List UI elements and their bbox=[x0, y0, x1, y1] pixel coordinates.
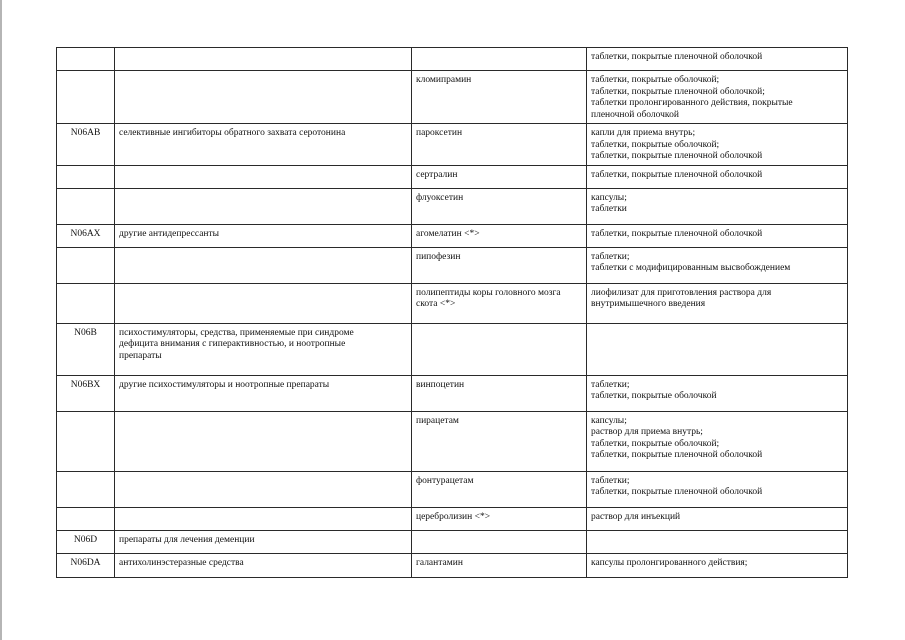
atc-code-cell: N06D bbox=[57, 530, 115, 553]
atc-code-cell bbox=[57, 283, 115, 323]
table-row bbox=[57, 247, 848, 283]
group-name-cell bbox=[115, 471, 412, 507]
group-name-cell bbox=[115, 247, 412, 283]
group-name-cell: селективные ингибиторы обратного захвата серотонина bbox=[115, 124, 412, 166]
dosage-form-line: капсулы; bbox=[591, 192, 627, 203]
group-name-cell bbox=[115, 188, 412, 224]
atc-code-cell bbox=[57, 165, 115, 188]
dosage-form-line: таблетки; bbox=[591, 379, 630, 390]
table-row bbox=[57, 283, 848, 323]
drug-name-cell: агомелатин <*> bbox=[412, 224, 587, 247]
group-name-cell bbox=[115, 165, 412, 188]
dosage-form-line: таблетки, покрытые пленочной оболочкой bbox=[591, 228, 763, 239]
group-name-cell bbox=[115, 71, 412, 124]
drug-name-cell: церебролизин <*> bbox=[412, 507, 587, 530]
atc-code-cell bbox=[57, 507, 115, 530]
atc-code-cell bbox=[57, 247, 115, 283]
table-row bbox=[57, 323, 848, 375]
group-name-line: препараты bbox=[119, 350, 162, 361]
atc-code-cell: N06BX bbox=[57, 375, 115, 411]
table-row bbox=[57, 188, 848, 224]
table-row bbox=[57, 224, 848, 247]
dosage-forms-cell bbox=[587, 224, 848, 247]
atc-code-cell: N06DA bbox=[57, 553, 115, 577]
drug-name-cell: пипофезин bbox=[412, 247, 587, 283]
drug-name-line: полипептиды коры головного мозга bbox=[416, 287, 561, 298]
dosage-forms-cell bbox=[587, 71, 848, 124]
dosage-form-line: капли для приема внутрь; bbox=[591, 128, 696, 138]
atc-code-cell: N06B bbox=[57, 323, 115, 375]
dosage-form-line: таблетки пролонгированного действия, покрытые bbox=[591, 98, 793, 108]
dosage-form-line: таблетки, покрытые оболочкой; bbox=[591, 438, 720, 449]
group-name-cell: препараты для лечения деменции bbox=[115, 530, 412, 553]
group-name-line: дефицита внимания с гиперактивностью, и ноотропные bbox=[119, 339, 346, 349]
dosage-form-line: пленочной оболочкой bbox=[591, 109, 679, 120]
group-name-cell: антихолинэстеразные средства bbox=[115, 553, 412, 577]
drug-name-cell: фонтурацетам bbox=[412, 471, 587, 507]
dosage-forms-cell bbox=[587, 188, 848, 224]
drug-name-cell: кломипрамин bbox=[412, 71, 587, 124]
dosage-form-line: внутримышечного введения bbox=[591, 299, 706, 309]
table-row bbox=[57, 471, 848, 507]
dosage-form-line: раствор для инъекций bbox=[591, 511, 681, 522]
group-name-cell bbox=[115, 48, 412, 71]
dosage-form-line: таблетки, покрытые пленочной оболочкой bbox=[591, 487, 763, 497]
drug-name-cell: винпоцетин bbox=[412, 375, 587, 411]
dosage-form-line: таблетки; bbox=[591, 475, 630, 486]
group-name-cell bbox=[115, 507, 412, 530]
table-row bbox=[57, 507, 848, 530]
dosage-forms-cell bbox=[587, 165, 848, 188]
group-name-cell bbox=[115, 411, 412, 471]
atc-code-cell: N06AB bbox=[57, 124, 115, 166]
dosage-form-line: таблетки bbox=[591, 204, 627, 214]
drug-name-cell: пирацетам bbox=[412, 411, 587, 471]
table-row bbox=[57, 411, 848, 471]
dosage-forms-cell bbox=[587, 247, 848, 283]
dosage-form-line: лиофилизат для приготовления раствора для bbox=[591, 287, 772, 298]
dosage-form-line: таблетки, покрытые оболочкой bbox=[591, 391, 717, 401]
dosage-forms-cell bbox=[587, 411, 848, 471]
dosage-form-line: таблетки, покрытые пленочной оболочкой bbox=[591, 151, 763, 161]
atc-code-cell bbox=[57, 188, 115, 224]
dosage-forms-cell bbox=[587, 553, 848, 577]
drug-table bbox=[56, 47, 848, 578]
dosage-form-line: таблетки; bbox=[591, 251, 630, 262]
dosage-forms-cell bbox=[587, 323, 848, 375]
table-row bbox=[57, 530, 848, 553]
table-row bbox=[57, 71, 848, 124]
dosage-forms-cell bbox=[587, 283, 848, 323]
page-edge-line bbox=[0, 0, 2, 640]
atc-code-cell bbox=[57, 71, 115, 124]
dosage-form-line: таблетки, покрытые пленочной оболочкой bbox=[591, 52, 763, 62]
dosage-forms-cell bbox=[587, 507, 848, 530]
drug-name-cell: флуоксетин bbox=[412, 188, 587, 224]
drug-name-cell bbox=[412, 48, 587, 71]
dosage-form-line: раствор для приема внутрь; bbox=[591, 427, 703, 437]
table-row bbox=[57, 124, 848, 166]
table-row bbox=[57, 553, 848, 577]
dosage-form-line: таблетки, покрытые пленочной оболочкой bbox=[591, 450, 763, 460]
drug-name-cell: пароксетин bbox=[412, 124, 587, 166]
dosage-form-line: капсулы; bbox=[591, 415, 627, 426]
dosage-form-line: таблетки, покрытые пленочной оболочкой; bbox=[591, 86, 765, 97]
dosage-form-line: таблетки, покрытые пленочной оболочкой bbox=[591, 169, 763, 180]
drug-name-cell bbox=[412, 323, 587, 375]
drug-name-cell: сертралин bbox=[412, 165, 587, 188]
dosage-forms-cell bbox=[587, 530, 848, 553]
atc-code-cell bbox=[57, 411, 115, 471]
table-row bbox=[57, 375, 848, 411]
atc-code-cell bbox=[57, 471, 115, 507]
group-name-cell bbox=[115, 323, 412, 375]
dosage-forms-cell bbox=[587, 471, 848, 507]
drug-name-cell bbox=[412, 283, 587, 323]
group-name-cell bbox=[115, 283, 412, 323]
dosage-form-line: таблетки, покрытые оболочкой; bbox=[591, 139, 720, 150]
dosage-forms-cell bbox=[587, 48, 848, 71]
dosage-form-line: таблетки с модифицированным высвобождением bbox=[591, 263, 791, 273]
dosage-form-line: капсулы пролонгированного действия; bbox=[591, 557, 748, 568]
group-name-cell: другие антидепрессанты bbox=[115, 224, 412, 247]
group-name-cell: другие психостимуляторы и ноотропные препараты bbox=[115, 375, 412, 411]
dosage-form-line: таблетки, покрытые оболочкой; bbox=[591, 75, 720, 85]
dosage-forms-cell bbox=[587, 124, 848, 166]
drug-name-cell: галантамин bbox=[412, 553, 587, 577]
group-name-line: психостимуляторы, средства, применяемые при синдроме bbox=[119, 327, 354, 338]
table-row bbox=[57, 165, 848, 188]
atc-code-cell bbox=[57, 48, 115, 71]
drug-name-cell bbox=[412, 530, 587, 553]
drug-name-line: скота <*> bbox=[416, 299, 456, 309]
drug-table-body bbox=[57, 48, 848, 578]
atc-code-cell: N06AX bbox=[57, 224, 115, 247]
dosage-forms-cell bbox=[587, 375, 848, 411]
table-row bbox=[57, 48, 848, 71]
